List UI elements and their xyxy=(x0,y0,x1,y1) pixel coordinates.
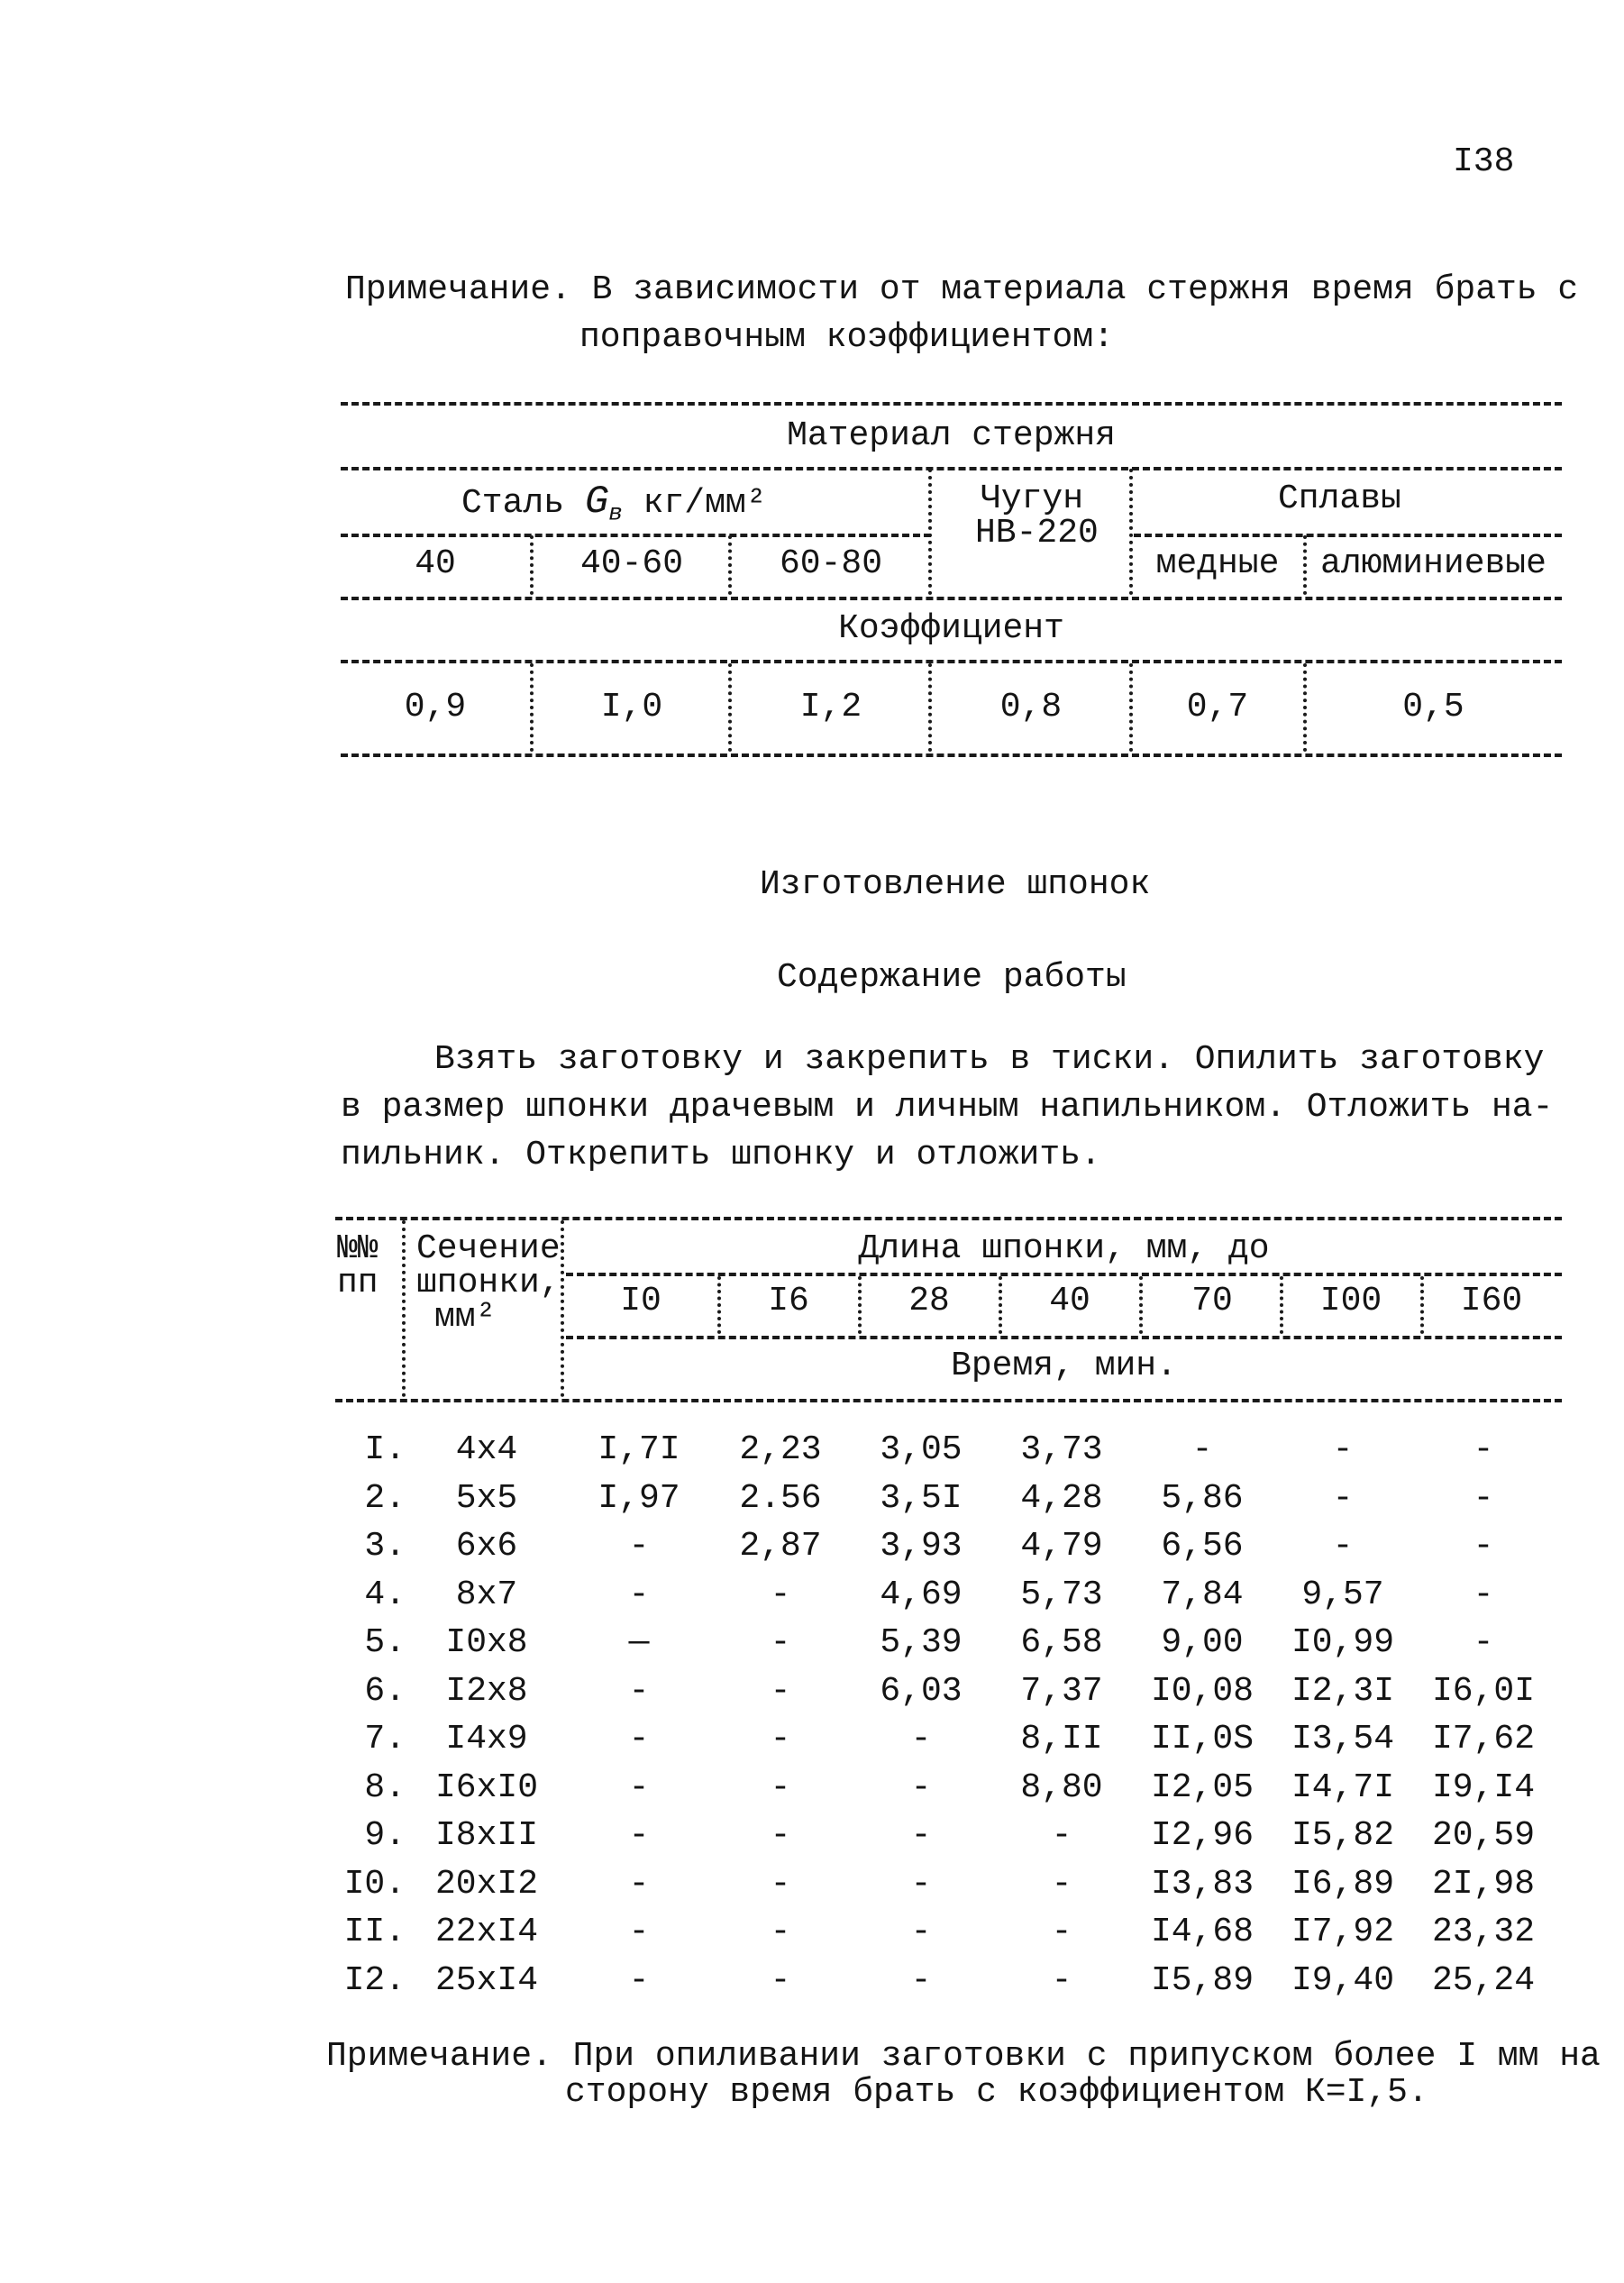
sigma-subscript: в xyxy=(608,499,623,527)
table-rule xyxy=(335,1217,1562,1220)
time-value: 2,87 xyxy=(739,1527,822,1566)
table-row xyxy=(326,1426,1554,1475)
row-section: I8xII xyxy=(434,1816,539,1856)
length-col: I60 xyxy=(1460,1282,1523,1320)
time-value: - xyxy=(628,1816,650,1856)
row-number: 6. xyxy=(364,1671,406,1711)
time-value: I2,05 xyxy=(1150,1767,1254,1807)
time-value: 6,03 xyxy=(880,1671,963,1711)
note-line-1: Примечание. В зависимости от материала стержня время брать с xyxy=(345,270,1579,309)
cast-iron-line-1: Чугун xyxy=(981,479,1084,518)
time-value: - xyxy=(1051,1816,1072,1856)
time-value: - xyxy=(1332,1478,1354,1518)
note2-line-1: Примечание. При опиливании заготовки с припуском более I мм на xyxy=(326,2037,1601,2076)
time-value: I3,54 xyxy=(1291,1720,1395,1759)
time-value: - xyxy=(910,1864,932,1904)
column-separator xyxy=(858,1276,862,1334)
time-value: I4,7I xyxy=(1291,1767,1395,1807)
time-value: — xyxy=(628,1623,650,1663)
row-number: I2. xyxy=(343,1960,406,2000)
time-value: 5,73 xyxy=(1020,1575,1103,1614)
subcol-aluminium: алюминиевые xyxy=(1320,544,1546,583)
column-separator xyxy=(1139,1276,1143,1334)
time-value: - xyxy=(770,1671,791,1711)
steel-label: Сталь xyxy=(461,484,565,523)
row-number: 9. xyxy=(364,1816,406,1856)
column-separator xyxy=(402,1220,406,1397)
time-value: 3,73 xyxy=(1020,1430,1103,1470)
time-value: - xyxy=(1473,1623,1494,1663)
time-value: 5,39 xyxy=(880,1623,963,1663)
coef-value: 0,8 xyxy=(999,688,1063,726)
table-row xyxy=(326,1619,1554,1667)
time-value: - xyxy=(628,1913,650,1952)
subcol-copper: медные xyxy=(1155,544,1280,583)
time-value: - xyxy=(628,1960,650,2000)
time-value: - xyxy=(1051,1913,1072,1952)
row-number: 4. xyxy=(364,1575,406,1614)
time-value: - xyxy=(628,1720,650,1759)
column-separator xyxy=(1303,535,1307,595)
table-row xyxy=(326,1571,1554,1620)
time-value: 4,79 xyxy=(1020,1527,1103,1566)
length-col: 28 xyxy=(908,1282,950,1320)
column-separator xyxy=(1129,663,1133,752)
column-separator xyxy=(1420,1276,1424,1334)
time-value: 20,59 xyxy=(1431,1816,1536,1856)
work-text-line-3: пильник. Открепить шпонку и отложить. xyxy=(341,1136,1101,1174)
time-value: - xyxy=(770,1864,791,1904)
time-value: 3,5I xyxy=(880,1478,963,1518)
time-value: - xyxy=(1473,1527,1494,1566)
table-rule xyxy=(1134,534,1562,537)
work-text-line-2: в размер шпонки драчевым и личным напильником. Отложить на- xyxy=(341,1088,1554,1127)
alloys-header: Сплавы xyxy=(1278,479,1401,518)
coef-value: 0,5 xyxy=(1402,688,1464,726)
time-value: I4,68 xyxy=(1150,1913,1254,1952)
time-value: I2,96 xyxy=(1150,1816,1254,1856)
time-header: Время, мин. xyxy=(951,1347,1177,1385)
time-value: 6,58 xyxy=(1020,1623,1103,1663)
column-separator xyxy=(530,663,534,752)
column-separator xyxy=(530,535,534,595)
col-section-line-2: шпонки, xyxy=(416,1264,561,1302)
time-value: - xyxy=(1332,1430,1354,1470)
col-section-line-1: Сечение xyxy=(416,1229,561,1268)
row-section: 25xI4 xyxy=(434,1960,539,2000)
col-section-line-3: мм² xyxy=(434,1298,497,1337)
time-value: I6,89 xyxy=(1291,1864,1395,1904)
subcol-60-80: 60-80 xyxy=(779,544,883,583)
column-separator xyxy=(928,663,932,752)
time-value: - xyxy=(628,1671,650,1711)
table-row xyxy=(326,1522,1554,1571)
time-value: 8,80 xyxy=(1020,1767,1103,1807)
cast-iron-line-2: НВ-220 xyxy=(975,514,1099,552)
sigma-symbol: G xyxy=(584,479,609,525)
coef-label: Коэффициент xyxy=(838,609,1064,648)
time-value: - xyxy=(910,1767,932,1807)
table-row xyxy=(326,1957,1554,2005)
time-value: I9,I4 xyxy=(1431,1767,1536,1807)
material-title: Материал стержня xyxy=(787,416,1116,455)
time-value: - xyxy=(910,1913,932,1952)
table-row xyxy=(326,1667,1554,1716)
table-rule xyxy=(341,534,931,537)
time-value: 2.56 xyxy=(739,1478,822,1518)
table-rule xyxy=(341,753,1562,757)
time-value: 4,28 xyxy=(1020,1478,1103,1518)
time-value: 4,69 xyxy=(880,1575,963,1614)
table-row xyxy=(326,1860,1554,1909)
time-value: II,0S xyxy=(1150,1720,1254,1759)
time-value: 7,37 xyxy=(1020,1671,1103,1711)
row-number: II. xyxy=(343,1913,406,1952)
subcol-40-60: 40-60 xyxy=(579,544,684,583)
row-section: I2x8 xyxy=(445,1671,528,1711)
section-title: Изготовление шпонок xyxy=(760,865,1151,904)
time-value: 6,56 xyxy=(1161,1527,1244,1566)
row-section: 22xI4 xyxy=(434,1913,539,1952)
time-value: 8,II xyxy=(1020,1720,1103,1759)
time-value: - xyxy=(1191,1430,1213,1470)
row-section: I4x9 xyxy=(445,1720,528,1759)
row-number: I0. xyxy=(343,1864,406,1904)
table-row xyxy=(326,1475,1554,1523)
time-value: - xyxy=(1473,1478,1494,1518)
coef-value: I,0 xyxy=(600,688,663,726)
time-value: I5,82 xyxy=(1291,1816,1395,1856)
length-col: I6 xyxy=(768,1282,809,1320)
table-rule xyxy=(341,597,1562,600)
row-number: 8. xyxy=(364,1767,406,1807)
time-value: I6,0I xyxy=(1431,1671,1536,1711)
time-value: - xyxy=(770,1623,791,1663)
time-value: 9,57 xyxy=(1301,1575,1384,1614)
col-no-line-1: №№ xyxy=(337,1229,379,1268)
time-value: - xyxy=(628,1767,650,1807)
steel-header xyxy=(461,479,767,527)
subcol-40: 40 xyxy=(415,544,456,583)
time-value: - xyxy=(1332,1527,1354,1566)
time-value: - xyxy=(770,1720,791,1759)
table-row xyxy=(326,1908,1554,1957)
column-separator xyxy=(728,663,732,752)
time-value: 2,23 xyxy=(739,1430,822,1470)
coef-value: 0,9 xyxy=(404,688,467,726)
column-separator xyxy=(728,535,732,595)
time-value: - xyxy=(770,1960,791,2000)
row-section: 6x6 xyxy=(455,1527,518,1566)
table-row xyxy=(326,1715,1554,1764)
time-value: I,7I xyxy=(598,1430,680,1470)
time-value: 2I,98 xyxy=(1431,1864,1536,1904)
time-value: - xyxy=(770,1816,791,1856)
row-section: I0x8 xyxy=(445,1623,528,1663)
page-number: I38 xyxy=(1453,142,1515,181)
length-header: Длина шпонки, мм, до xyxy=(858,1229,1270,1268)
row-number: 3. xyxy=(364,1527,406,1566)
row-section: I6xI0 xyxy=(434,1767,539,1807)
time-value: 7,84 xyxy=(1161,1575,1244,1614)
work-text-line-1: Взять заготовку и закрепить в тиски. Опилить заготовку xyxy=(434,1040,1545,1079)
time-value: - xyxy=(910,1816,932,1856)
time-value: - xyxy=(1051,1960,1072,2000)
length-col: 70 xyxy=(1191,1282,1233,1320)
row-section: 4x4 xyxy=(455,1430,518,1470)
table-rule xyxy=(566,1273,1562,1276)
time-value: 5,86 xyxy=(1161,1478,1244,1518)
steel-unit: кг/мм² xyxy=(643,484,767,523)
note2-line-2: сторону время брать с коэффициентом К=I,5. xyxy=(565,2073,1428,2112)
time-value: - xyxy=(628,1864,650,1904)
length-col: 40 xyxy=(1049,1282,1090,1320)
time-value: 25,24 xyxy=(1431,1960,1536,2000)
time-value: - xyxy=(628,1527,650,1566)
column-separator xyxy=(561,1220,564,1397)
time-value: - xyxy=(1473,1430,1494,1470)
time-value: I7,92 xyxy=(1291,1913,1395,1952)
time-value: I7,62 xyxy=(1431,1720,1536,1759)
row-number: 5. xyxy=(364,1623,406,1663)
table-rule xyxy=(341,467,1562,470)
time-value: 9,00 xyxy=(1161,1623,1244,1663)
row-number: I. xyxy=(364,1430,406,1470)
row-number: 2. xyxy=(364,1478,406,1518)
time-value: - xyxy=(1051,1864,1072,1904)
time-value: - xyxy=(770,1767,791,1807)
time-value: - xyxy=(770,1575,791,1614)
col-no-line-2: пп xyxy=(337,1264,379,1302)
time-value: - xyxy=(770,1913,791,1952)
row-number: 7. xyxy=(364,1720,406,1759)
time-value: 3,05 xyxy=(880,1430,963,1470)
table-rule xyxy=(341,402,1562,406)
row-section: 8x7 xyxy=(455,1575,518,1614)
table-row xyxy=(326,1764,1554,1813)
time-value: 3,93 xyxy=(880,1527,963,1566)
coef-value: I,2 xyxy=(799,688,862,726)
time-value: - xyxy=(910,1960,932,2000)
column-separator xyxy=(928,469,932,595)
time-value: I,97 xyxy=(598,1478,680,1518)
keys-table-body xyxy=(326,1426,1554,2004)
time-value: - xyxy=(1473,1575,1494,1614)
column-separator xyxy=(1129,469,1133,595)
subsection-title: Содержание работы xyxy=(777,958,1127,997)
table-rule xyxy=(341,660,1562,663)
time-value: I5,89 xyxy=(1150,1960,1254,2000)
time-value: - xyxy=(910,1720,932,1759)
time-value: I2,3I xyxy=(1291,1671,1395,1711)
table-rule xyxy=(335,1399,1562,1402)
time-value: I9,40 xyxy=(1291,1960,1395,2000)
column-separator xyxy=(717,1276,721,1334)
row-section: 5x5 xyxy=(455,1478,518,1518)
time-value: I3,83 xyxy=(1150,1864,1254,1904)
table-row xyxy=(326,1812,1554,1860)
column-separator xyxy=(1280,1276,1283,1334)
time-value: I0,08 xyxy=(1150,1671,1254,1711)
column-separator xyxy=(999,1276,1002,1334)
time-value: - xyxy=(628,1575,650,1614)
time-value: I0,99 xyxy=(1291,1623,1395,1663)
table-rule xyxy=(566,1336,1562,1339)
time-value: 23,32 xyxy=(1431,1913,1536,1952)
length-col: I00 xyxy=(1319,1282,1382,1320)
note-line-2: поправочным коэффициентом: xyxy=(579,318,1114,357)
row-section: 20xI2 xyxy=(434,1864,539,1904)
length-col: I0 xyxy=(620,1282,661,1320)
column-separator xyxy=(1303,663,1307,752)
coef-value: 0,7 xyxy=(1186,688,1249,726)
